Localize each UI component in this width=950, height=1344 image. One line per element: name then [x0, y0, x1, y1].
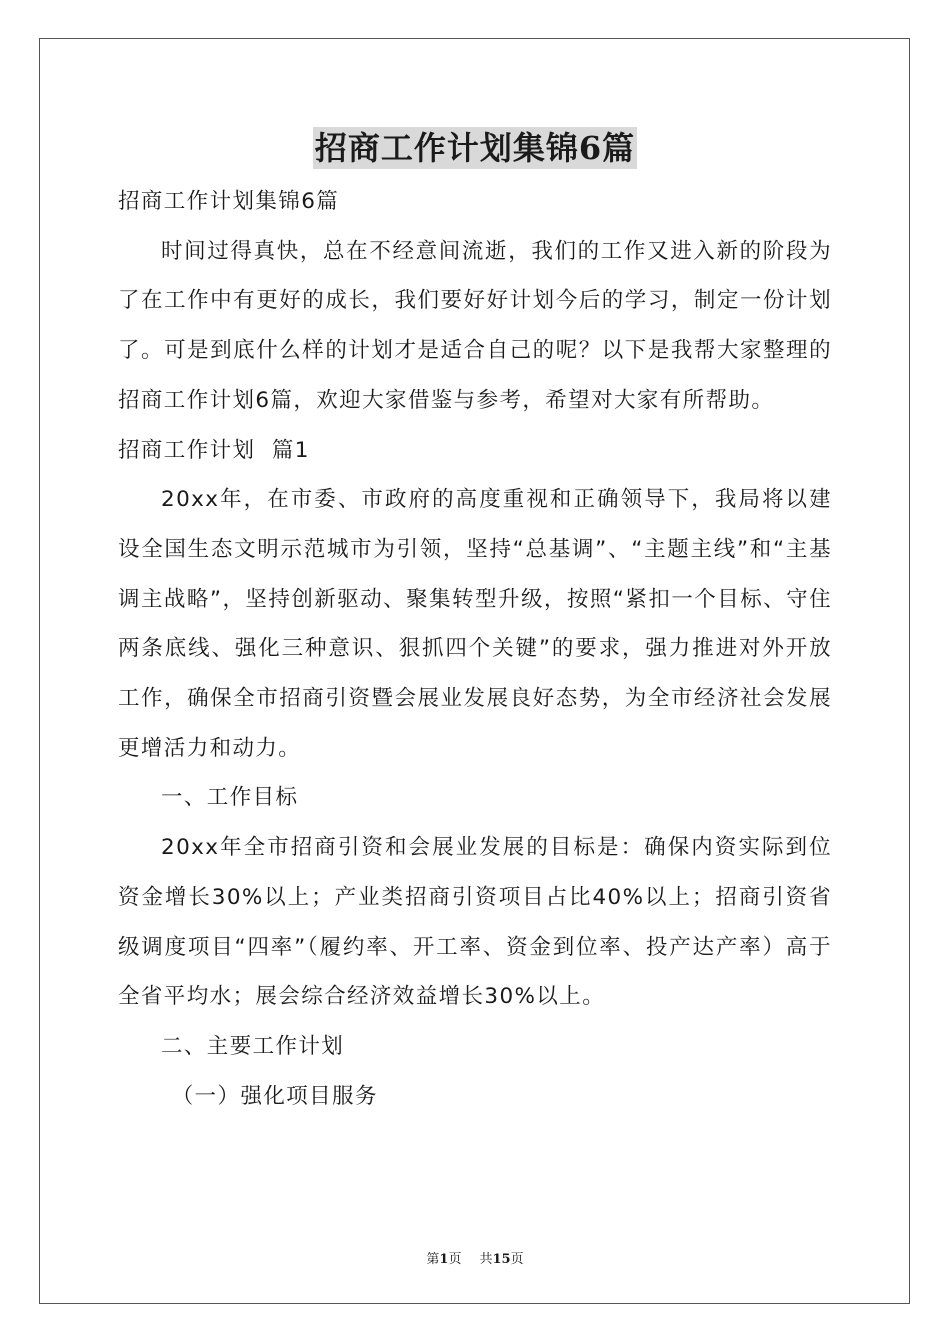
title-container: [0, 127, 950, 169]
paragraph: 时间过得真快，总在不经意间流逝，我们的工作又进入新的阶段为了在工作中有更好的成长，我们要好好计划今后的学习，制定一份计划了。可是到底什么样的计划才是适合自己的呢？以下是我帮大家整理的招商工作计划6篇，欢迎大家借鉴与参考，希望对大家有所帮助。: [118, 238, 832, 413]
paragraph: 招商工作计划集锦6篇: [118, 189, 340, 214]
total-unit: 页: [510, 1252, 524, 1267]
section-heading: 一、工作目标: [161, 785, 299, 811]
page-prefix: 第: [426, 1252, 440, 1267]
section-heading: 二、主要工作计划: [161, 1033, 345, 1059]
total-prefix: 共: [479, 1252, 493, 1267]
paragraph: 20xx年全市招商引资和会展业发展的目标是：确保内资实际到位资金增长30%以上；产业类招商引资项目占比40%以上；招商引资省级调度项目“四率”（履约率、开工率、资金到位率、投产达产率）高于全省平均水；展会综合经济效益增长30%以上。: [118, 835, 832, 1010]
section-heading: 招商工作计划 篇1: [118, 437, 310, 463]
page-total: 15: [492, 1252, 511, 1267]
page-unit: 页: [448, 1252, 462, 1267]
page-footer: [0, 1248, 950, 1267]
subsection-heading: （一）强化项目服务: [171, 1083, 378, 1109]
page-current: 1: [439, 1252, 449, 1267]
document-title: 招商工作计划集锦6篇: [314, 129, 636, 167]
paragraph: 20xx年，在市委、市政府的高度重视和正确领导下，我局将以建设全国生态文明示范城市为引领，坚持“总基调”、“主题主线”和“主基调主战略”，坚持创新驱动、聚集转型升级，按照“紧扣一个目标、守住两条底线、强化三种意识、狠抓四个关键”的要求，强力推进对外开放工作，确保全市招商引资暨会展业发展良好态势，为全市经济社会发展更增活力和动力。: [118, 487, 832, 761]
document-body: [118, 177, 832, 1121]
